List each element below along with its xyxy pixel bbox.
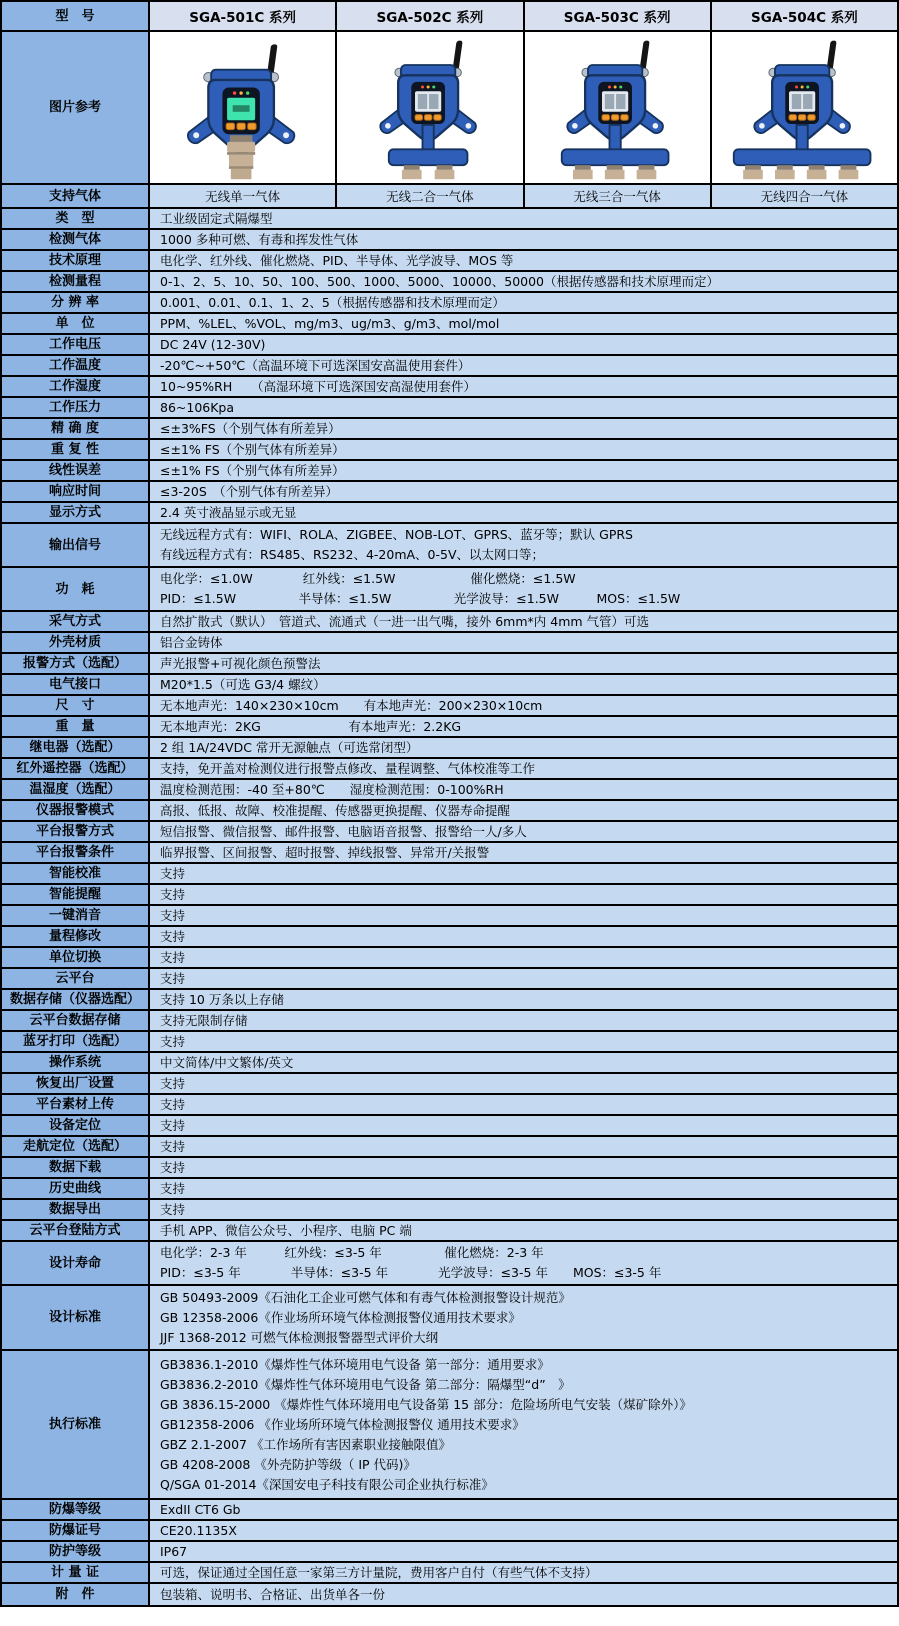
spec-row-label: 恢复出厂设置: [2, 1074, 150, 1093]
spec-row: [2, 969, 897, 990]
spec-line: ≤±3%FS（个别气体有所差异）: [160, 420, 341, 436]
spec-row: [2, 612, 897, 633]
spec-line: -20℃~+50℃（高温环境下可选深国安高温使用套件）: [160, 357, 471, 373]
spec-row: [2, 1221, 897, 1242]
spec-line: 支持无限制存储: [160, 1012, 248, 1028]
spec-line: Q/SGA 01-2014《深国安电子科技有限公司企业执行标准》: [160, 1476, 494, 1492]
spec-row-value: [150, 335, 897, 354]
spec-row-label: 仪器报警模式: [2, 801, 150, 820]
spec-row-label: 智能校准: [2, 864, 150, 883]
spec-row: [2, 1032, 897, 1053]
spec-row-value: [150, 461, 897, 480]
spec-row-value: [150, 885, 897, 904]
spec-row: [2, 1584, 897, 1605]
spec-line: 包装箱、说明书、合格证、出货单各一份: [160, 1586, 386, 1602]
spec-row-label: 尺 寸: [2, 696, 150, 715]
spec-row-value: [150, 906, 897, 925]
image-row-label: 图片参考: [2, 32, 150, 183]
spec-line: 中文简体/中文繁体/英文: [160, 1054, 294, 1070]
spec-row: [2, 1200, 897, 1221]
spec-row-value: [150, 1095, 897, 1114]
spec-row: [2, 1521, 897, 1542]
spec-line: 高报、低报、故障、校准提醒、传感器更换提醒、仪器寿命提醒: [160, 802, 511, 818]
spec-row-value: [150, 759, 897, 778]
spec-row-label: 云平台: [2, 969, 150, 988]
spec-line: ≤±1% FS（个别气体有所差异）: [160, 462, 345, 478]
spec-line: 支持: [160, 1201, 186, 1217]
spec-row: [2, 927, 897, 948]
sga-503c-detector-image: [529, 35, 705, 183]
spec-row-value: [150, 1158, 897, 1177]
spec-row-label: 平台报警条件: [2, 843, 150, 862]
brass-sensors: [744, 165, 859, 179]
spec-row-label: 防爆等级: [2, 1500, 150, 1519]
spec-row-value: [150, 717, 897, 736]
spec-line: 86~106Kpa: [160, 399, 235, 415]
spec-row: [2, 1563, 897, 1584]
spec-row: [2, 419, 897, 440]
spec-row: [2, 1158, 897, 1179]
model-header-sga-501c: SGA-501C 系列: [150, 2, 337, 30]
spec-row-label: 输出信号: [2, 524, 150, 566]
spec-row-value: [150, 822, 897, 841]
spec-row-value: [150, 356, 897, 375]
spec-line: 支持，免开盖对检测仪进行报警点修改、量程调整、气体校准等工作: [160, 760, 536, 776]
spec-line: 支持 10 万条以上存储: [160, 991, 284, 1007]
spec-row: [2, 461, 897, 482]
spec-line: 支持: [160, 1075, 186, 1091]
spec-row-value: [150, 419, 897, 438]
spec-row: [2, 314, 897, 335]
spec-row-label: 检测量程: [2, 272, 150, 291]
spec-row-label: 重 复 性: [2, 440, 150, 459]
spec-line: 手机 APP、微信公众号、小程序、电脑 PC 端: [160, 1222, 412, 1238]
spec-row: [2, 1542, 897, 1563]
spec-line: DC 24V (12-30V): [160, 336, 266, 352]
spec-row-label: 分 辨 率: [2, 293, 150, 312]
spec-row-value: [150, 1074, 897, 1093]
spec-row-value: [150, 675, 897, 694]
gas-value-504c: 无线四合一气体: [712, 185, 897, 207]
spec-row: [2, 482, 897, 503]
spec-row-value: [150, 1351, 897, 1498]
spec-row-label: 线性误差: [2, 461, 150, 480]
spec-line: 支持: [160, 970, 186, 986]
spec-line: 支持: [160, 1180, 186, 1196]
spec-row-label: 工作电压: [2, 335, 150, 354]
spec-row-label: 电气接口: [2, 675, 150, 694]
spec-row: [2, 398, 897, 419]
spec-row-label: 数据存储（仪器选配）: [2, 990, 150, 1009]
spec-row: [2, 503, 897, 524]
spec-row: [2, 1095, 897, 1116]
spec-row-label: 智能提醒: [2, 885, 150, 904]
spec-line: 电化学：≤1.0W 红外线：≤1.5W 催化燃烧：≤1.5W: [160, 571, 576, 586]
spec-row-label: 平台素材上传: [2, 1095, 150, 1114]
spec-row-value: [150, 482, 897, 501]
spec-row-value: [150, 780, 897, 799]
spec-row: [2, 272, 897, 293]
spec-row-label: 防爆证号: [2, 1521, 150, 1540]
spec-row-value: [150, 990, 897, 1009]
spec-line: 支持: [160, 928, 186, 944]
spec-row-value: [150, 1521, 897, 1540]
spec-row: [2, 843, 897, 864]
spec-row: [2, 524, 897, 568]
spec-line: GB 3836.15-2000 《爆炸性气体环境用电气设备第 15 部分：危险场所电气安装（煤矿除外）》: [160, 1396, 692, 1412]
brass-sensor: [227, 135, 255, 179]
spec-row-value: [150, 696, 897, 715]
spec-row-label: 历史曲线: [2, 1179, 150, 1198]
spec-line: 支持: [160, 907, 186, 923]
spec-row: [2, 335, 897, 356]
spec-row-value: [150, 1053, 897, 1072]
spec-row: [2, 377, 897, 398]
sga-502c-detector-image: [342, 35, 518, 183]
spec-line: 10~95%RH （高湿环境下可选深国安高湿使用套件）: [160, 378, 476, 394]
spec-line: 电化学、红外线、催化燃烧、PID、半导体、光学波导、MOS 等: [160, 252, 514, 268]
spec-line: 无本地声光：140×230×10cm 有本地声光：200×230×10cm: [160, 697, 543, 713]
spec-row-value: [150, 1116, 897, 1135]
spec-line: 短信报警、微信报警、邮件报警、电脑语音报警、报警给一人/多人: [160, 823, 527, 839]
spec-row-value: [150, 1542, 897, 1561]
spec-row: [2, 759, 897, 780]
spec-line: ≤3-20S （个别气体有所差异）: [160, 483, 339, 499]
spec-row-label: 继电器（选配）: [2, 738, 150, 757]
spec-row-value: [150, 251, 897, 270]
product-image-cell-503c: [525, 32, 712, 183]
spec-row-label: 功 耗: [2, 568, 150, 610]
spec-line: 支持: [160, 1159, 186, 1175]
spec-row: [2, 209, 897, 230]
spec-row-value: [150, 612, 897, 631]
gas-value-501c: 无线单一气体: [150, 185, 337, 207]
spec-row-label: 云平台数据存储: [2, 1011, 150, 1030]
spec-row-value: [150, 633, 897, 652]
spec-rows-container: [2, 209, 897, 1605]
spec-row: [2, 230, 897, 251]
spec-row-label: 工作湿度: [2, 377, 150, 396]
spec-line: 支持: [160, 865, 186, 881]
spec-row-label: 红外遥控器（选配）: [2, 759, 150, 778]
model-row-label: 型 号: [2, 2, 150, 30]
spec-row-label: 检测气体: [2, 230, 150, 249]
spec-row-label: 蓝牙打印（选配）: [2, 1032, 150, 1051]
spec-line: 有线远程方式有：RS485、RS232、4-20mA、0-5V、以太网口等；: [160, 547, 545, 562]
sga-504c-detector-image: [716, 35, 892, 183]
image-row: [2, 32, 897, 185]
spec-line: 支持: [160, 1117, 186, 1133]
spec-row: [2, 1242, 897, 1286]
spec-row-label: 防护等级: [2, 1542, 150, 1561]
spec-row: [2, 356, 897, 377]
spec-line: 温度检测范围：-40 至+80℃ 湿度检测范围：0-100%RH: [160, 781, 504, 797]
spec-line: 支持: [160, 1138, 186, 1154]
spec-row-label: 设计寿命: [2, 1242, 150, 1284]
spec-row: [2, 738, 897, 759]
spec-row-label: 设备定位: [2, 1116, 150, 1135]
spec-row: [2, 633, 897, 654]
spec-row-value: [150, 209, 897, 228]
spec-row-value: [150, 440, 897, 459]
spec-row: [2, 822, 897, 843]
spec-row-value: [150, 801, 897, 820]
spec-row: [2, 906, 897, 927]
spec-row-value: [150, 1563, 897, 1582]
spec-line: PPM、%LEL、%VOL、mg/m3、ug/m3、g/m3、mol/mol: [160, 315, 500, 331]
spec-row-label: 云平台登陆方式: [2, 1221, 150, 1240]
spec-row-value: [150, 1011, 897, 1030]
spec-row: [2, 1053, 897, 1074]
spec-line: CE20.1135X: [160, 1522, 237, 1538]
spec-line: GBZ 2.1-2007 《工作场所有害因素职业接触限值》: [160, 1436, 451, 1452]
spec-row: [2, 568, 897, 612]
spec-row-value: [150, 654, 897, 673]
spec-row-label: 外壳材质: [2, 633, 150, 652]
spec-row: [2, 251, 897, 272]
spec-row-value: [150, 1286, 897, 1349]
spec-row-value: [150, 377, 897, 396]
spec-row-label: 采气方式: [2, 612, 150, 631]
spec-line: IP67: [160, 1543, 188, 1559]
spec-row-value: [150, 1032, 897, 1051]
spec-line: 可选，保证通过全国任意一家第三方计量院，费用客户自付（有些气体不支持）: [160, 1564, 598, 1580]
spec-row-value: [150, 398, 897, 417]
spec-row: [2, 1286, 897, 1351]
spec-row: [2, 293, 897, 314]
spec-row-label: 技术原理: [2, 251, 150, 270]
spec-row-label: 数据下载: [2, 1158, 150, 1177]
spec-row-label: 精 确 度: [2, 419, 150, 438]
spec-row: [2, 948, 897, 969]
spec-row-label: 附 件: [2, 1584, 150, 1605]
spec-line: 铝合金铸体: [160, 634, 223, 650]
spec-row-value: [150, 1179, 897, 1198]
spec-row-label: 单 位: [2, 314, 150, 333]
spec-row-label: 响应时间: [2, 482, 150, 501]
spec-row-value: [150, 969, 897, 988]
model-header-sga-504c: SGA-504C 系列: [712, 2, 897, 30]
spec-row: [2, 990, 897, 1011]
product-image-cell-501c: [150, 32, 337, 183]
spec-row: [2, 696, 897, 717]
model-header-sga-502c: SGA-502C 系列: [337, 2, 524, 30]
spec-row-label: 走航定位（选配）: [2, 1137, 150, 1156]
spec-row-label: 工作压力: [2, 398, 150, 417]
spec-row-value: [150, 1242, 897, 1284]
spec-line: JJF 1368-2012 可燃气体检测报警器型式评价大纲: [160, 1329, 439, 1345]
spec-row-value: [150, 1500, 897, 1519]
model-header-sga-503c: SGA-503C 系列: [525, 2, 712, 30]
spec-row-label: 设计标准: [2, 1286, 150, 1349]
spec-row-label: 类 型: [2, 209, 150, 228]
sga-501c-detector-image: [155, 35, 331, 183]
spec-line: GB 12358-2006《作业场所环境气体检测报警仪通用技术要求》: [160, 1309, 521, 1325]
spec-row: [2, 717, 897, 738]
spec-line: M20*1.5（可选 G3/4 螺纹）: [160, 676, 326, 692]
spec-row-label: 一键消音: [2, 906, 150, 925]
spec-line: PID：≤1.5W 半导体：≤1.5W 光学波导：≤1.5W MOS：≤1.5W: [160, 591, 681, 606]
spec-line: GB3836.2-2010《爆炸性气体环境用电气设备 第二部分：隔爆型“d” 》: [160, 1376, 571, 1392]
spec-row-value: [150, 1221, 897, 1240]
brass-sensors: [573, 165, 656, 179]
spec-row: [2, 1116, 897, 1137]
spec-line: 2.4 英寸液晶显示或无显: [160, 504, 297, 520]
spec-line: 声光报警+可视化颜色预警法: [160, 655, 321, 671]
spec-line: ExdII CT6 Gb: [160, 1501, 241, 1517]
spec-row: [2, 1500, 897, 1521]
product-image-cell-504c: [712, 32, 897, 183]
spec-row: [2, 801, 897, 822]
spec-row-label: 执行标准: [2, 1351, 150, 1498]
spec-line: GB 4208-2008 《外壳防护等级（ IP 代码)》: [160, 1456, 416, 1472]
spec-row-value: [150, 230, 897, 249]
spec-line: 无线远程方式有：WIFI、ROLA、ZIGBEE、NOB-LOT、GPRS、蓝牙等；默认 GPRS: [160, 527, 633, 542]
spec-line: PID：≤3-5 年 半导体：≤3-5 年 光学波导：≤3-5 年 MOS：≤3-5 年: [160, 1265, 662, 1280]
spec-line: 2 组 1A/24VDC 常开无源触点（可选常闭型）: [160, 739, 419, 755]
spec-row-value: [150, 1137, 897, 1156]
spec-row: [2, 885, 897, 906]
brass-sensors: [402, 165, 454, 179]
spec-line: 1000 多种可燃、有毒和挥发性气体: [160, 231, 359, 247]
spec-row-label: 单位切换: [2, 948, 150, 967]
spec-row: [2, 864, 897, 885]
spec-row-label: 操作系统: [2, 1053, 150, 1072]
spec-row-label: 计 量 证: [2, 1563, 150, 1582]
spec-row: [2, 1137, 897, 1158]
spec-row-value: [150, 843, 897, 862]
spec-line: 支持: [160, 1033, 186, 1049]
spec-line: GB 50493-2009《石油化工企业可燃气体和有毒气体检测报警设计规范》: [160, 1289, 571, 1305]
spec-line: 电化学：2-3 年 红外线：≤3-5 年 催化燃烧：2-3 年: [160, 1245, 544, 1260]
spec-line: ≤±1% FS（个别气体有所差异）: [160, 441, 345, 457]
spec-row-value: [150, 568, 897, 610]
spec-row-value: [150, 293, 897, 312]
spec-row-value: [150, 1200, 897, 1219]
spec-row-label: 量程修改: [2, 927, 150, 946]
spec-row: [2, 654, 897, 675]
spec-row: [2, 780, 897, 801]
spec-line: 自然扩散式（默认） 管道式、流通式（一进一出气嘴，接外 6mm*内 4mm 气管）可选: [160, 613, 650, 629]
spec-line: 无本地声光：2KG 有本地声光：2.2KG: [160, 718, 462, 734]
spec-line: 临界报警、区间报警、超时报警、掉线报警、异常开/关报警: [160, 844, 490, 860]
spec-row-label: 重 量: [2, 717, 150, 736]
spec-row-value: [150, 864, 897, 883]
spec-row: [2, 440, 897, 461]
spec-row-value: [150, 738, 897, 757]
spec-row-value: [150, 272, 897, 291]
gas-value-502c: 无线二合一气体: [337, 185, 524, 207]
gas-row: [2, 185, 897, 209]
spec-row: [2, 675, 897, 696]
spec-line: GB3836.1-2010《爆炸性气体环境用电气设备 第一部分：通用要求》: [160, 1356, 550, 1372]
gas-row-label: 支持气体: [2, 185, 150, 207]
spec-row-value: [150, 948, 897, 967]
spec-row-label: 工作温度: [2, 356, 150, 375]
spec-line: 0-1、2、5、10、50、100、500、1000、5000、10000、50000（根据传感器和技术原理而定）: [160, 273, 720, 289]
spec-row: [2, 1179, 897, 1200]
spec-line: 支持: [160, 1096, 186, 1112]
spec-line: 支持: [160, 886, 186, 902]
spec-row: [2, 1351, 897, 1500]
header-row: [2, 2, 897, 32]
spec-row-value: [150, 927, 897, 946]
spec-row-label: 温湿度（选配）: [2, 780, 150, 799]
spec-line: GB12358-2006 《作业场所环境气体检测报警仪 通用技术要求》: [160, 1416, 525, 1432]
product-image-cell-502c: [337, 32, 524, 183]
spec-row-label: 显示方式: [2, 503, 150, 522]
spec-line: 0.001、0.01、0.1、1、2、5（根据传感器和技术原理而定）: [160, 294, 505, 310]
spec-row-label: 报警方式（选配）: [2, 654, 150, 673]
spec-row-value: [150, 314, 897, 333]
spec-line: 支持: [160, 949, 186, 965]
spec-row-value: [150, 524, 897, 566]
spec-row-label: 平台报警方式: [2, 822, 150, 841]
spec-row-value: [150, 1584, 897, 1605]
spec-row: [2, 1074, 897, 1095]
spec-row-value: [150, 503, 897, 522]
gas-value-503c: 无线三合一气体: [525, 185, 712, 207]
spec-line: 工业级固定式隔爆型: [160, 210, 273, 226]
spec-row: [2, 1011, 897, 1032]
spec-row-label: 数据导出: [2, 1200, 150, 1219]
